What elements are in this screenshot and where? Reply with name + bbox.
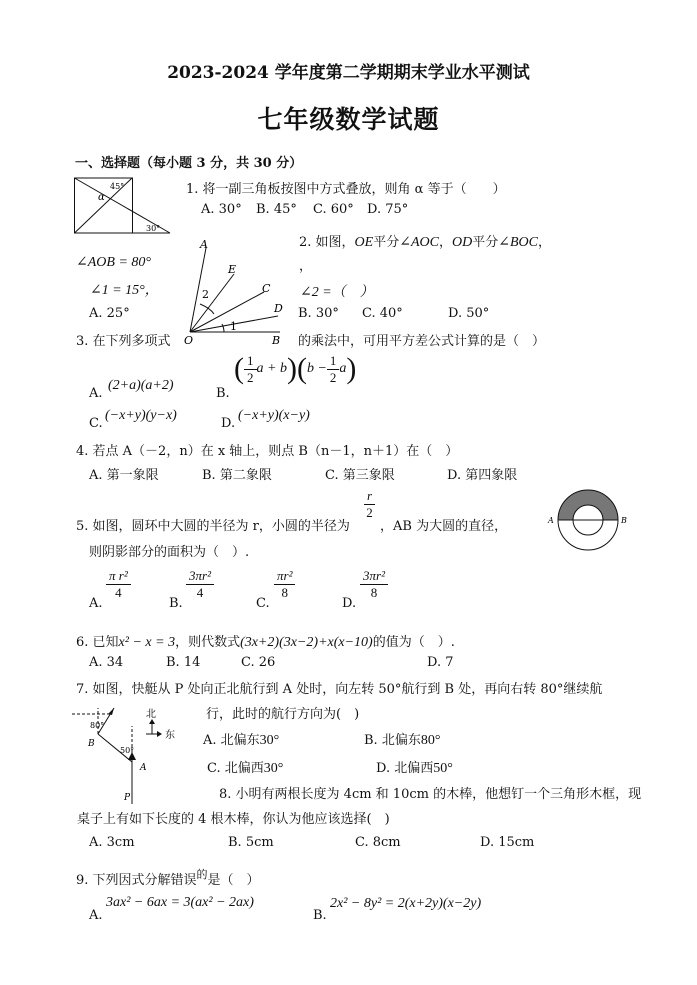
q9-stem: 9. 下列因式分解错误$^的$是（ ） bbox=[76, 868, 260, 888]
q5-stem-end: 则阴影部分的面积为（ ）. bbox=[89, 545, 250, 560]
q7-label-a: A bbox=[140, 763, 147, 773]
q4-stem: 4. 若点 A（－2，n）在 x 轴上，则点 B（n－1，n＋1）在（ ） bbox=[76, 444, 459, 459]
q2-label-2: 2 bbox=[202, 288, 209, 301]
q2-label-e: E bbox=[228, 263, 237, 276]
q3-b-part1: a + b bbox=[256, 361, 287, 377]
q3-option-d: (−x+y)(x−y) bbox=[238, 408, 310, 423]
q7-north-label: 北 bbox=[146, 709, 156, 720]
q5-option-b-label: B. bbox=[169, 596, 183, 611]
q6-stem-end: 的值为（ ）. bbox=[372, 635, 455, 650]
q2-stem-prefix: 2. 如图， bbox=[299, 235, 355, 250]
q7-option-d: D. 北偏西50° bbox=[376, 761, 453, 776]
q5-label-a: A bbox=[548, 516, 554, 525]
q2-label-b: B bbox=[272, 334, 281, 347]
q7-label-50: 50° bbox=[120, 746, 135, 755]
q2-comma-line: ， bbox=[299, 259, 313, 274]
exam-title: 2023-2024 学年度第二学期期末学业水平测试 bbox=[167, 63, 530, 83]
q9-option-a-label: A. bbox=[89, 908, 103, 923]
q6-option-b: B. 14 bbox=[166, 655, 201, 670]
q3-option-a-label: A. bbox=[89, 386, 103, 401]
q1-label-45: 45° bbox=[110, 182, 125, 191]
q4-option-b: B. 第二象限 bbox=[202, 468, 272, 483]
q2-angle-aob: ∠AOB = 80° bbox=[76, 255, 151, 270]
q2-option-b: B. 30° bbox=[298, 306, 339, 321]
q7-option-c: C. 北偏西30° bbox=[207, 761, 284, 776]
q1-option-a: A. 30° bbox=[201, 202, 242, 217]
q9-stem-de: 的 bbox=[196, 868, 208, 881]
q2-stem-start bbox=[299, 231, 551, 251]
q2-od: OD bbox=[451, 235, 473, 250]
q5-r-den: 2 bbox=[366, 505, 373, 520]
q1-triangle-figure bbox=[74, 176, 174, 234]
q2-option-c: C. 40° bbox=[362, 306, 403, 321]
q4-option-a: A. 第一象限 bbox=[89, 468, 159, 483]
q2-angle-figure bbox=[182, 236, 292, 346]
q5-option-c: $\frac{\text{πr²}}{8}$ bbox=[274, 568, 295, 601]
q9-option-b: 2x² − 8y² = 2(x+2y)(x−2y) bbox=[330, 896, 482, 911]
q6-stem-start: 6. 已知 bbox=[76, 635, 119, 650]
q6-given: x² − x = 3 bbox=[118, 635, 176, 650]
q7-option-b: B. 北偏东80° bbox=[364, 733, 441, 748]
q3-stem-end: 的乘法中，可用平方差公式计算的是（ ） bbox=[298, 334, 546, 349]
q1-option-b: B. 45° bbox=[256, 202, 297, 217]
q5-option-a: $\frac{\text{π r²}}{4}$ bbox=[106, 568, 131, 601]
q2-option-a: A. 25° bbox=[89, 306, 130, 321]
q2-boc: ∠BOC bbox=[498, 235, 538, 250]
q5-option-c-label: C. bbox=[256, 596, 270, 611]
q2-aoc: ∠AOC bbox=[399, 235, 439, 250]
q2-option-d: D. 50° bbox=[448, 306, 490, 321]
q2-label-o: O bbox=[184, 334, 194, 347]
q2-label-c: C bbox=[262, 282, 271, 295]
q7-line1: 7. 如图，快艇从 P 处向正北航行到 A 处时，向左转 50°航行到 B 处，再向右转 80°继续航 bbox=[76, 682, 603, 697]
q2-angle-1: ∠1 = 15°， bbox=[90, 283, 159, 298]
q3-b-frac2-num: 1 bbox=[327, 353, 340, 370]
q5-r-num: r bbox=[364, 488, 375, 505]
q2-oe: OE bbox=[354, 235, 374, 250]
q4-option-c: C. 第三象限 bbox=[325, 468, 395, 483]
q7-line2: 行，此时的航行方向为( ) bbox=[206, 707, 360, 722]
q3-option-b: ( $\frac{1}{2}$ a + b)(b − $\frac{1}{2}$ a) bbox=[234, 352, 357, 385]
q3-b-frac1-den: 2 bbox=[247, 369, 254, 385]
q3-b-frac1-num: 1 bbox=[244, 353, 257, 370]
q6-expression: (3x+2)(3x−2)+x(x−10) bbox=[240, 635, 373, 650]
q5-label-b: B bbox=[621, 516, 627, 525]
q5-option-a-label: A. bbox=[89, 596, 103, 611]
q2-bisect-1: 平分 bbox=[373, 235, 400, 250]
q7-label-80: 80° bbox=[90, 721, 105, 730]
section-heading: 一、选择题（每小题 3 分，共 30 分） bbox=[75, 156, 303, 171]
q1-label-30: 30° bbox=[146, 224, 161, 233]
q7-label-p: P bbox=[124, 793, 131, 803]
q6-option-c: C. 26 bbox=[241, 655, 276, 670]
q3-option-a: (2+a)(a+2) bbox=[108, 378, 174, 393]
q1-option-d: D. 75° bbox=[367, 202, 409, 217]
q2-label-a: A bbox=[200, 238, 208, 251]
q6-stem bbox=[76, 631, 455, 651]
q5-ring-figure bbox=[548, 488, 628, 552]
exam-subtitle: 七年级数学试题 bbox=[257, 105, 440, 134]
q6-stem-mid: ，则代数式 bbox=[175, 635, 241, 650]
q9-option-b-label: B. bbox=[313, 908, 327, 923]
q3-b-part3: a bbox=[339, 361, 347, 377]
q3-option-c-label: C. bbox=[89, 416, 103, 431]
q3-b-part2: b − bbox=[306, 361, 327, 377]
q5-stem-mid: ，AB 为大圆的直径， bbox=[380, 519, 508, 534]
q3-option-b-label: B. bbox=[216, 386, 230, 401]
q5-radius-fraction bbox=[364, 488, 375, 521]
q5-option-b: $\frac{\text{3πr²}}{4}$ bbox=[186, 568, 214, 601]
q2-label-d: D bbox=[274, 302, 283, 315]
q1-label-alpha: α bbox=[98, 192, 105, 203]
q7-course-figure bbox=[70, 708, 190, 808]
q5-option-d: $\frac{\text{3πr²}}{8}$ bbox=[360, 568, 388, 601]
q8-option-a: A. 3cm bbox=[89, 835, 135, 850]
q7-east-label: 东 bbox=[165, 730, 175, 741]
q4-option-d: D. 第四象限 bbox=[447, 468, 518, 483]
q2-bisect-2: 平分 bbox=[472, 235, 499, 250]
q2-label-1: 1 bbox=[230, 320, 237, 333]
q5-stem-start: 5. 如图，圆环中大圆的半径为 r，小圆的半径为 bbox=[76, 519, 350, 534]
q6-option-a: A. 34 bbox=[89, 655, 124, 670]
q9-option-a: 3ax² − 6ax = 3(ax² − 2ax) bbox=[106, 895, 254, 910]
q2-comma-2: ， bbox=[537, 235, 551, 250]
q8-line2: 桌子上有如下长度的 4 根木棒，你认为他应该选择( ) bbox=[77, 812, 390, 827]
q3-option-d-label: D. bbox=[221, 416, 236, 431]
q3-stem-start: 3. 在下列多项式 bbox=[76, 334, 171, 349]
q8-option-b: B. 5cm bbox=[228, 835, 274, 850]
q3-b-frac2-den: 2 bbox=[329, 369, 337, 385]
q8-line1: 8. 小明有两根长度为 4cm 和 10cm 的木棒，他想钉一个三角形木框，现 bbox=[219, 787, 642, 802]
q1-option-c: C. 60° bbox=[313, 202, 354, 217]
q7-label-b: B bbox=[88, 739, 95, 749]
q1-stem: 1. 将一副三角板按图中方式叠放，则角 α 等于（ ） bbox=[186, 182, 506, 197]
q5-option-d-label: D. bbox=[342, 596, 357, 611]
q3-option-c: (−x+y)(y−x) bbox=[105, 408, 177, 423]
q8-option-d: D. 15cm bbox=[480, 835, 535, 850]
q6-option-d: D. 7 bbox=[427, 655, 454, 670]
q2-angle-2: ∠2 =（ ） bbox=[300, 285, 374, 300]
q8-option-c: C. 8cm bbox=[355, 835, 401, 850]
q7-option-a: A. 北偏东30° bbox=[203, 733, 280, 748]
q2-comma-1: ， bbox=[438, 235, 452, 250]
